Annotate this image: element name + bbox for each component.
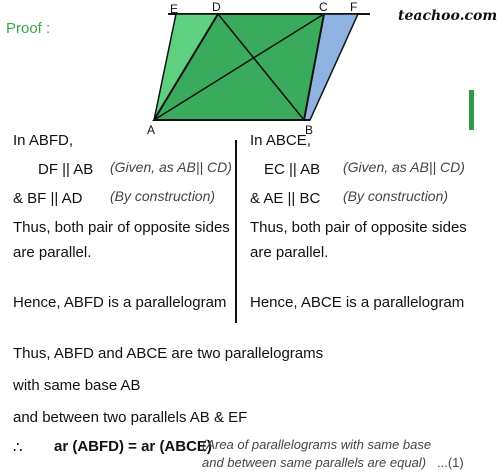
conclusion-line3: and between two parallels AB & EF bbox=[13, 409, 248, 426]
label-c: C bbox=[319, 0, 328, 14]
right-title: In ABCE, bbox=[250, 132, 311, 149]
proof-heading: Proof : bbox=[6, 20, 51, 37]
left-thus2: are parallel. bbox=[13, 244, 92, 261]
right-thus2: are parallel. bbox=[250, 244, 329, 261]
right-line2-note: (By construction) bbox=[343, 188, 449, 204]
left-line2-note: (By construction) bbox=[110, 188, 216, 204]
left-hence: Hence, ABFD is a parallelogram bbox=[13, 294, 227, 311]
left-line1: DF || AB bbox=[38, 161, 94, 178]
teachoo-logo: teachoo.com bbox=[398, 8, 497, 24]
area-equation: ar (ABFD) = ar (ABCE) bbox=[54, 438, 212, 455]
therefore-symbol: ∴ bbox=[13, 439, 23, 456]
left-line1-note: (Given, as AB|| CD) bbox=[110, 159, 232, 175]
parallelogram-figure bbox=[0, 0, 474, 140]
left-title: In ABFD, bbox=[13, 132, 74, 149]
area-note-line1: (Area of parallelograms with same base bbox=[202, 437, 432, 452]
area-note-line2: and between same parallels are equal) bbox=[202, 455, 427, 470]
label-e: E bbox=[170, 2, 179, 16]
column-divider bbox=[235, 140, 237, 323]
label-a: A bbox=[147, 123, 156, 137]
label-f: F bbox=[350, 0, 358, 14]
right-thus1: Thus, both pair of opposite sides bbox=[250, 219, 467, 236]
right-line1-note: (Given, as AB|| CD) bbox=[343, 159, 465, 175]
equation-number: ...(1) bbox=[437, 455, 464, 470]
right-line1: EC || AB bbox=[264, 161, 321, 178]
right-hence: Hence, ABCE is a parallelogram bbox=[250, 294, 465, 311]
left-thus1: Thus, both pair of opposite sides bbox=[13, 219, 230, 236]
conclusion-line1: Thus, ABFD and ABCE are two parallelograms bbox=[13, 345, 324, 362]
label-b: B bbox=[305, 123, 314, 137]
right-line2: & AE || BC bbox=[250, 190, 321, 207]
left-line2: & BF || AD bbox=[13, 190, 83, 207]
conclusion-line2: with same base AB bbox=[13, 377, 141, 394]
label-d: D bbox=[212, 0, 221, 14]
